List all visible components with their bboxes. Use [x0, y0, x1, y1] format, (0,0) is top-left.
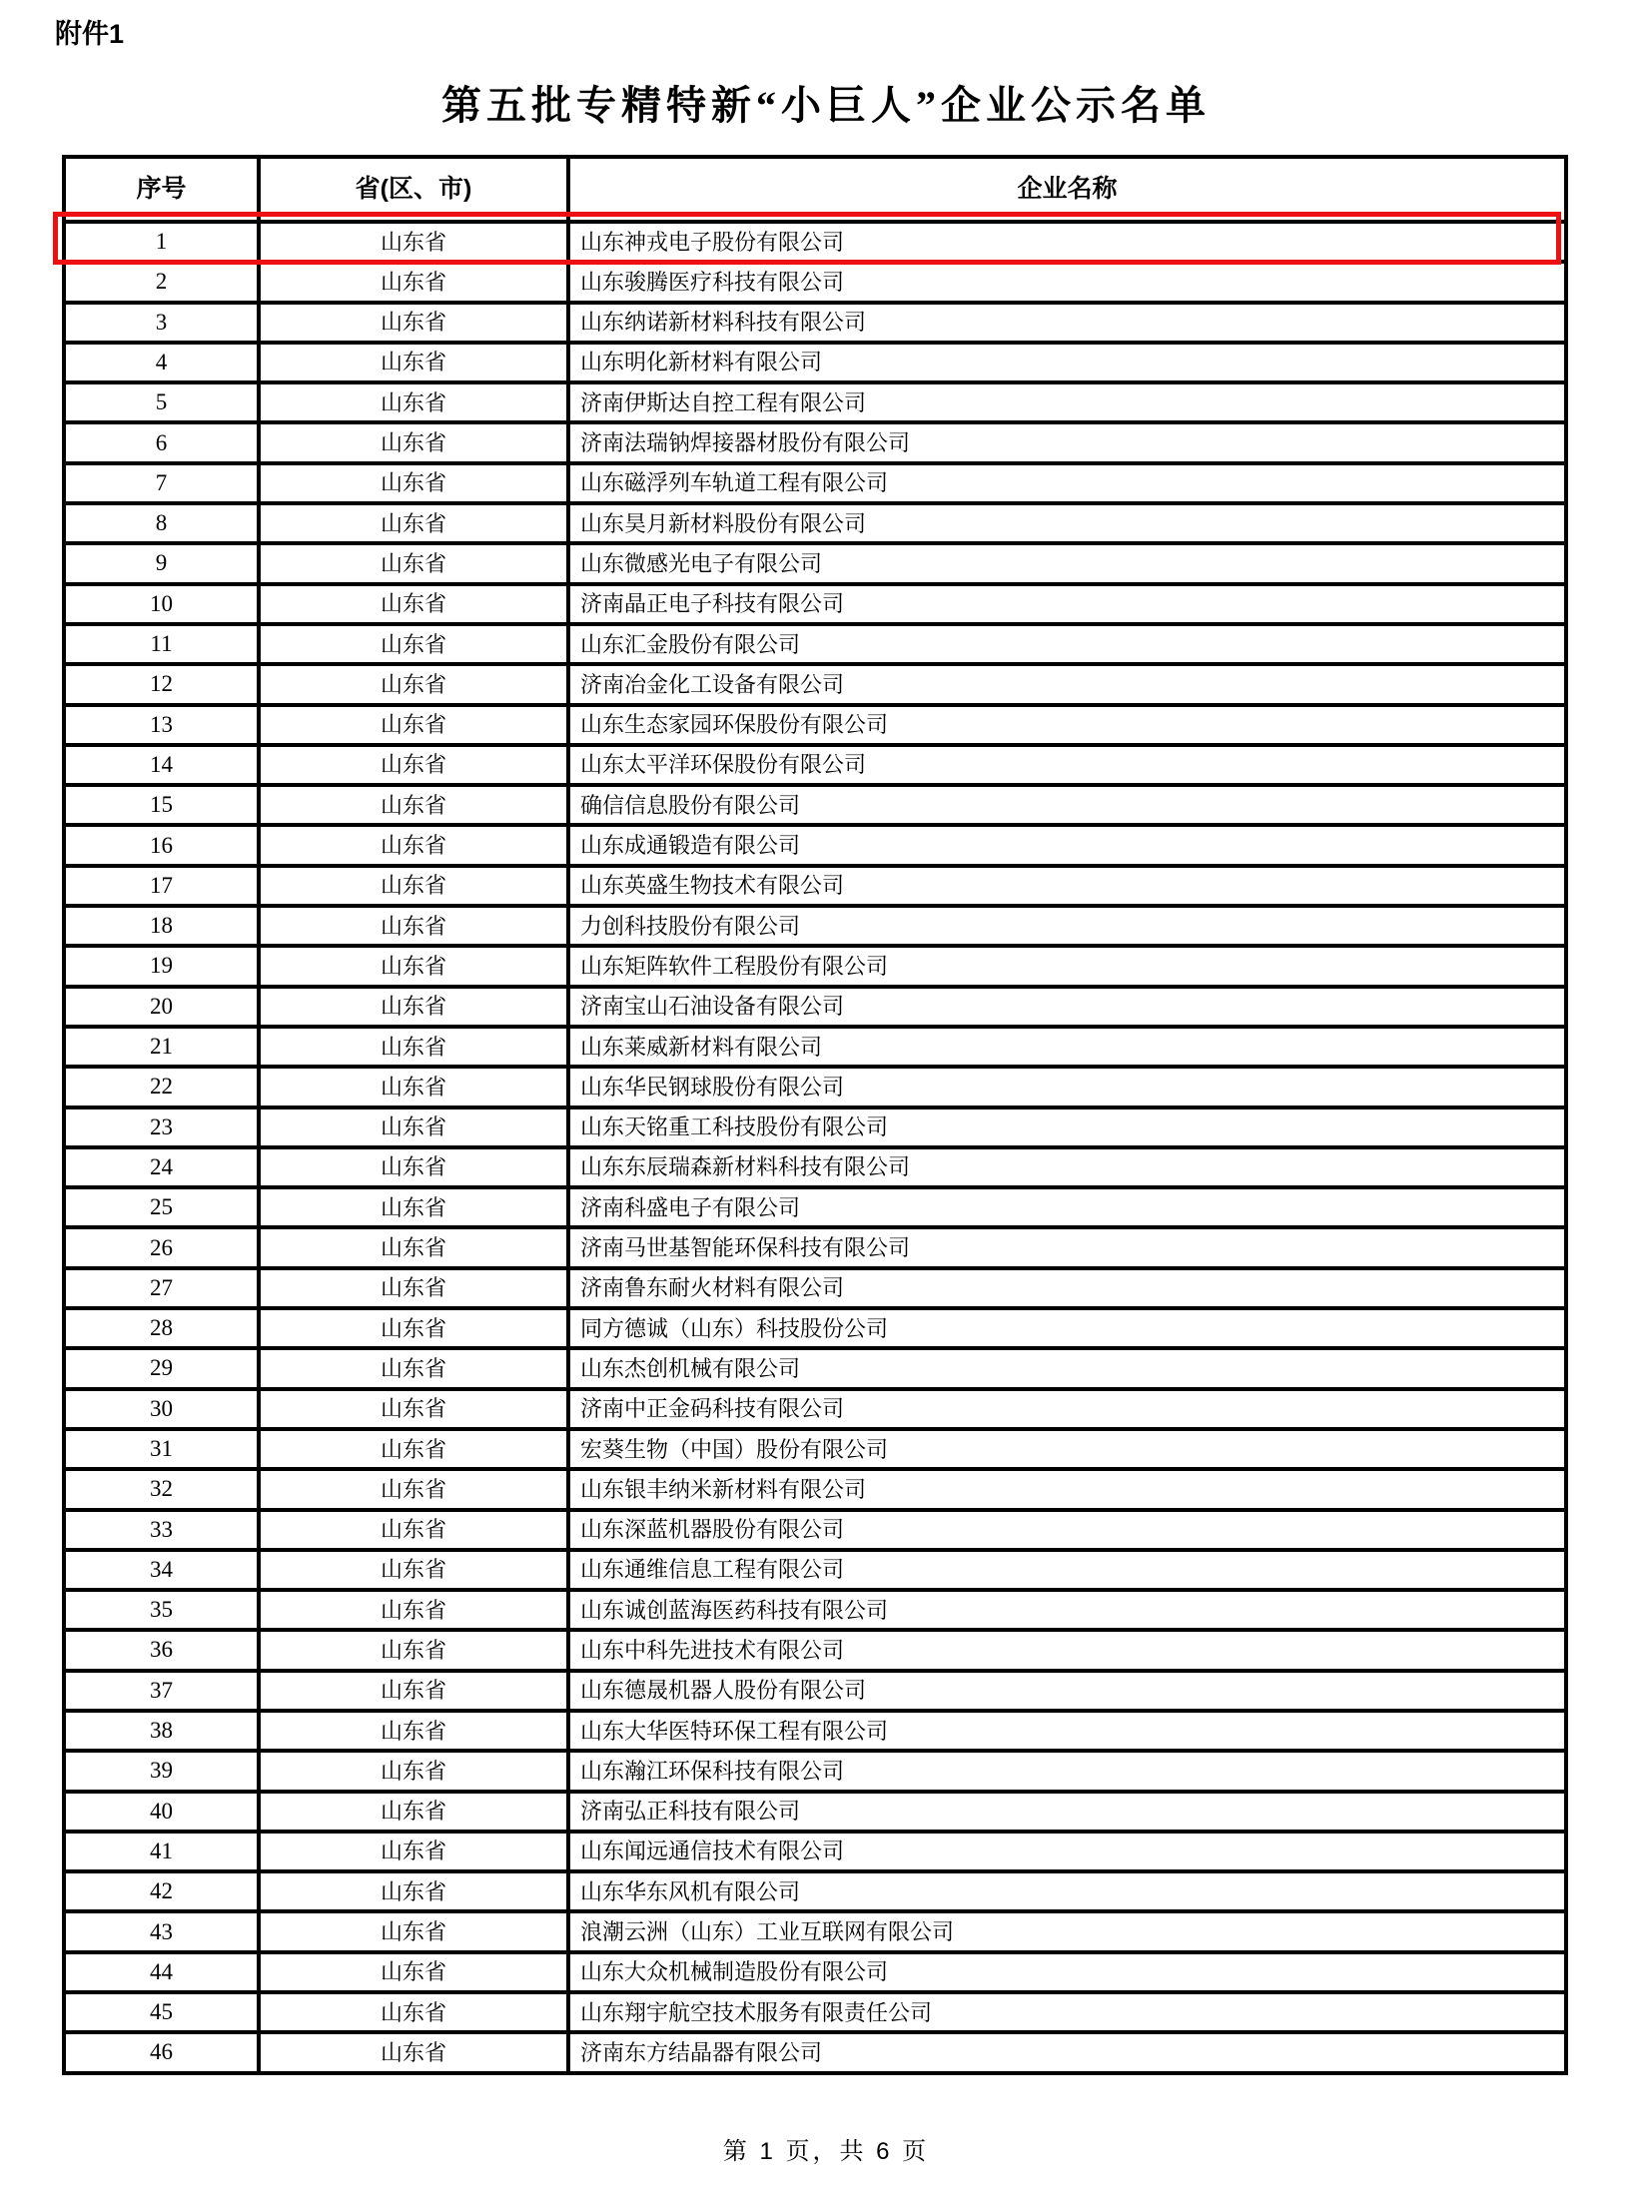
row-company: 山东神戎电子股份有限公司: [568, 222, 1566, 262]
table-row: [64, 503, 1566, 543]
row-number: 31: [64, 1429, 259, 1469]
row-number: 38: [64, 1711, 259, 1751]
table-row: [64, 222, 1566, 262]
table-row: [64, 866, 1566, 906]
row-company: 济南晶正电子科技有限公司: [568, 584, 1566, 624]
row-company: 山东骏腾医疗科技有限公司: [568, 262, 1566, 302]
row-company: 山东诚创蓝海医药科技有限公司: [568, 1590, 1566, 1630]
row-number: 3: [64, 303, 259, 343]
row-company: 济南弘正科技有限公司: [568, 1792, 1566, 1832]
row-province: 山东省: [259, 1952, 568, 1992]
row-number: 26: [64, 1227, 259, 1267]
row-province: 山东省: [259, 705, 568, 745]
row-company: 山东翔宇航空技术服务有限责任公司: [568, 1992, 1566, 2032]
row-number: 30: [64, 1389, 259, 1429]
table-row: [64, 1348, 1566, 1388]
table-row: [64, 906, 1566, 946]
table-row: [64, 1469, 1566, 1509]
table-row: [64, 664, 1566, 704]
row-province: 山东省: [259, 866, 568, 906]
row-number: 29: [64, 1348, 259, 1388]
row-province: 山东省: [259, 1550, 568, 1590]
header-cell-no: 序号: [64, 157, 259, 222]
row-province: 山东省: [259, 343, 568, 382]
row-number: 5: [64, 382, 259, 422]
row-number: 22: [64, 1067, 259, 1106]
table-row: [64, 1630, 1566, 1670]
row-number: 39: [64, 1751, 259, 1791]
row-company: 宏葵生物（中国）股份有限公司: [568, 1429, 1566, 1469]
table-row: [64, 1871, 1566, 1911]
row-company: 山东纳诺新材料科技有限公司: [568, 303, 1566, 343]
table-header: [64, 157, 1566, 222]
row-province: 山东省: [259, 1107, 568, 1147]
row-number: 7: [64, 463, 259, 503]
row-number: 28: [64, 1308, 259, 1348]
row-company: 山东华东风机有限公司: [568, 1871, 1566, 1911]
row-company: 山东微感光电子有限公司: [568, 543, 1566, 583]
row-province: 山东省: [259, 463, 568, 503]
row-province: 山东省: [259, 785, 568, 825]
row-number: 45: [64, 1992, 259, 2032]
table-row: [64, 624, 1566, 664]
table-row: [64, 1911, 1566, 1951]
table-row: [64, 745, 1566, 785]
row-number: 40: [64, 1792, 259, 1832]
row-province: 山东省: [259, 1911, 568, 1951]
row-company: 山东闻远通信技术有限公司: [568, 1832, 1566, 1871]
row-number: 46: [64, 2032, 259, 2072]
row-number: 11: [64, 624, 259, 664]
row-company: 济南鲁东耐火材料有限公司: [568, 1268, 1566, 1308]
row-province: 山东省: [259, 1792, 568, 1832]
row-number: 16: [64, 825, 259, 865]
row-number: 9: [64, 543, 259, 583]
row-number: 14: [64, 745, 259, 785]
row-company: 山东银丰纳米新材料有限公司: [568, 1469, 1566, 1509]
row-company: 济南中正金码科技有限公司: [568, 1389, 1566, 1429]
row-province: 山东省: [259, 906, 568, 946]
table-row: [64, 1227, 1566, 1267]
row-company: 山东中科先进技术有限公司: [568, 1630, 1566, 1670]
table-header-row: [64, 157, 1566, 222]
row-company: 浪潮云洲（山东）工业互联网有限公司: [568, 1911, 1566, 1951]
row-province: 山东省: [259, 1671, 568, 1711]
table-body: [64, 222, 1566, 2073]
row-province: 山东省: [259, 825, 568, 865]
row-province: 山东省: [259, 1308, 568, 1348]
row-province: 山东省: [259, 422, 568, 462]
table-row: [64, 1671, 1566, 1711]
table-row: [64, 1751, 1566, 1791]
row-province: 山东省: [259, 1067, 568, 1106]
row-province: 山东省: [259, 946, 568, 986]
company-table: [62, 155, 1568, 2075]
row-province: 山东省: [259, 503, 568, 543]
row-number: 25: [64, 1187, 259, 1227]
row-province: 山东省: [259, 1147, 568, 1187]
row-number: 8: [64, 503, 259, 543]
table-row: [64, 303, 1566, 343]
row-company: 济南冶金化工设备有限公司: [568, 664, 1566, 704]
row-company: 济南科盛电子有限公司: [568, 1187, 1566, 1227]
table-row: [64, 262, 1566, 302]
attachment-label: 附件1: [55, 19, 125, 49]
row-province: 山东省: [259, 1590, 568, 1630]
row-province: 山东省: [259, 1348, 568, 1388]
table-row: [64, 825, 1566, 865]
row-province: 山东省: [259, 1630, 568, 1670]
row-province: 山东省: [259, 1389, 568, 1429]
row-company: 山东莱威新材料有限公司: [568, 1027, 1566, 1067]
header-cell-company: 企业名称: [568, 157, 1566, 222]
row-province: 山东省: [259, 624, 568, 664]
row-number: 41: [64, 1832, 259, 1871]
row-company: 山东昊月新材料股份有限公司: [568, 503, 1566, 543]
table-row: [64, 1792, 1566, 1832]
row-province: 山东省: [259, 1992, 568, 2032]
table-row: [64, 422, 1566, 462]
row-province: 山东省: [259, 987, 568, 1027]
row-company: 济南法瑞钠焊接器材股份有限公司: [568, 422, 1566, 462]
page-number: 第 1 页，共 6 页: [722, 2138, 930, 2165]
table-row: [64, 1832, 1566, 1871]
table-row: [64, 1067, 1566, 1106]
row-company: 山东大华医特环保工程有限公司: [568, 1711, 1566, 1751]
row-province: 山东省: [259, 1871, 568, 1911]
row-company: 山东成通锻造有限公司: [568, 825, 1566, 865]
row-province: 山东省: [259, 745, 568, 785]
row-province: 山东省: [259, 1510, 568, 1550]
row-province: 山东省: [259, 664, 568, 704]
row-company: 济南宝山石油设备有限公司: [568, 987, 1566, 1027]
row-province: 山东省: [259, 1751, 568, 1791]
row-number: 2: [64, 262, 259, 302]
row-company: 山东英盛生物技术有限公司: [568, 866, 1566, 906]
table-row: [64, 1147, 1566, 1187]
row-number: 37: [64, 1671, 259, 1711]
row-company: 山东通维信息工程有限公司: [568, 1550, 1566, 1590]
row-number: 27: [64, 1268, 259, 1308]
row-company: 山东杰创机械有限公司: [568, 1348, 1566, 1388]
row-company: 山东磁浮列车轨道工程有限公司: [568, 463, 1566, 503]
row-company: 济南东方结晶器有限公司: [568, 2032, 1566, 2072]
row-company: 山东东辰瑞森新材料科技有限公司: [568, 1147, 1566, 1187]
row-company: 力创科技股份有限公司: [568, 906, 1566, 946]
table-row: [64, 1711, 1566, 1751]
table-row: [64, 1510, 1566, 1550]
row-number: 35: [64, 1590, 259, 1630]
row-company: 山东生态家园环保股份有限公司: [568, 705, 1566, 745]
row-number: 15: [64, 785, 259, 825]
table-row: [64, 785, 1566, 825]
table-row: [64, 1992, 1566, 2032]
table-row: [64, 1389, 1566, 1429]
row-company: 山东深蓝机器股份有限公司: [568, 1510, 1566, 1550]
row-company: 同方德诚（山东）科技股份公司: [568, 1308, 1566, 1348]
row-number: 24: [64, 1147, 259, 1187]
row-number: 17: [64, 866, 259, 906]
row-number: 44: [64, 1952, 259, 1992]
row-province: 山东省: [259, 1832, 568, 1871]
header-cell-province: 省(区、市): [259, 157, 568, 222]
row-number: 36: [64, 1630, 259, 1670]
row-company: 山东大众机械制造股份有限公司: [568, 1952, 1566, 1992]
row-company: 确信信息股份有限公司: [568, 785, 1566, 825]
row-province: 山东省: [259, 1227, 568, 1267]
row-province: 山东省: [259, 1469, 568, 1509]
table-row: [64, 1027, 1566, 1067]
row-number: 10: [64, 584, 259, 624]
row-company: 山东太平洋环保股份有限公司: [568, 745, 1566, 785]
row-number: 23: [64, 1107, 259, 1147]
table-row: [64, 1429, 1566, 1469]
row-number: 13: [64, 705, 259, 745]
row-province: 山东省: [259, 303, 568, 343]
row-province: 山东省: [259, 222, 568, 262]
row-number: 42: [64, 1871, 259, 1911]
row-number: 1: [64, 222, 259, 262]
table-row: [64, 1590, 1566, 1630]
table-row: [64, 987, 1566, 1027]
table-row: [64, 946, 1566, 986]
row-province: 山东省: [259, 543, 568, 583]
table-row: [64, 584, 1566, 624]
table-row: [64, 1268, 1566, 1308]
row-company: 山东华民钢球股份有限公司: [568, 1067, 1566, 1106]
row-company: 山东天铭重工科技股份有限公司: [568, 1107, 1566, 1147]
row-province: 山东省: [259, 262, 568, 302]
row-province: 山东省: [259, 1711, 568, 1751]
row-number: 34: [64, 1550, 259, 1590]
row-province: 山东省: [259, 1027, 568, 1067]
table-row: [64, 382, 1566, 422]
table-row: [64, 1550, 1566, 1590]
row-province: 山东省: [259, 1187, 568, 1227]
table-row: [64, 343, 1566, 382]
row-number: 20: [64, 987, 259, 1027]
row-number: 43: [64, 1911, 259, 1951]
page-title: 第五批专精特新“小巨人”企业公示名单: [441, 83, 1211, 128]
row-province: 山东省: [259, 1268, 568, 1308]
row-province: 山东省: [259, 2032, 568, 2072]
row-company: 山东德晟机器人股份有限公司: [568, 1671, 1566, 1711]
row-number: 4: [64, 343, 259, 382]
row-number: 21: [64, 1027, 259, 1067]
row-number: 19: [64, 946, 259, 986]
table-row: [64, 705, 1566, 745]
row-province: 山东省: [259, 584, 568, 624]
row-company: 山东矩阵软件工程股份有限公司: [568, 946, 1566, 986]
row-company: 济南马世基智能环保科技有限公司: [568, 1227, 1566, 1267]
row-number: 32: [64, 1469, 259, 1509]
row-company: 山东瀚江环保科技有限公司: [568, 1751, 1566, 1791]
row-company: 山东汇金股份有限公司: [568, 624, 1566, 664]
table-row: [64, 1187, 1566, 1227]
row-number: 12: [64, 664, 259, 704]
row-number: 6: [64, 422, 259, 462]
row-province: 山东省: [259, 1429, 568, 1469]
row-number: 18: [64, 906, 259, 946]
table-row: [64, 543, 1566, 583]
row-province: 山东省: [259, 382, 568, 422]
table-row: [64, 1107, 1566, 1147]
row-number: 33: [64, 1510, 259, 1550]
table-row: [64, 1952, 1566, 1992]
table-row: [64, 1308, 1566, 1348]
row-company: 山东明化新材料有限公司: [568, 343, 1566, 382]
table-row: [64, 463, 1566, 503]
table-row: [64, 2032, 1566, 2072]
row-company: 济南伊斯达自控工程有限公司: [568, 382, 1566, 422]
